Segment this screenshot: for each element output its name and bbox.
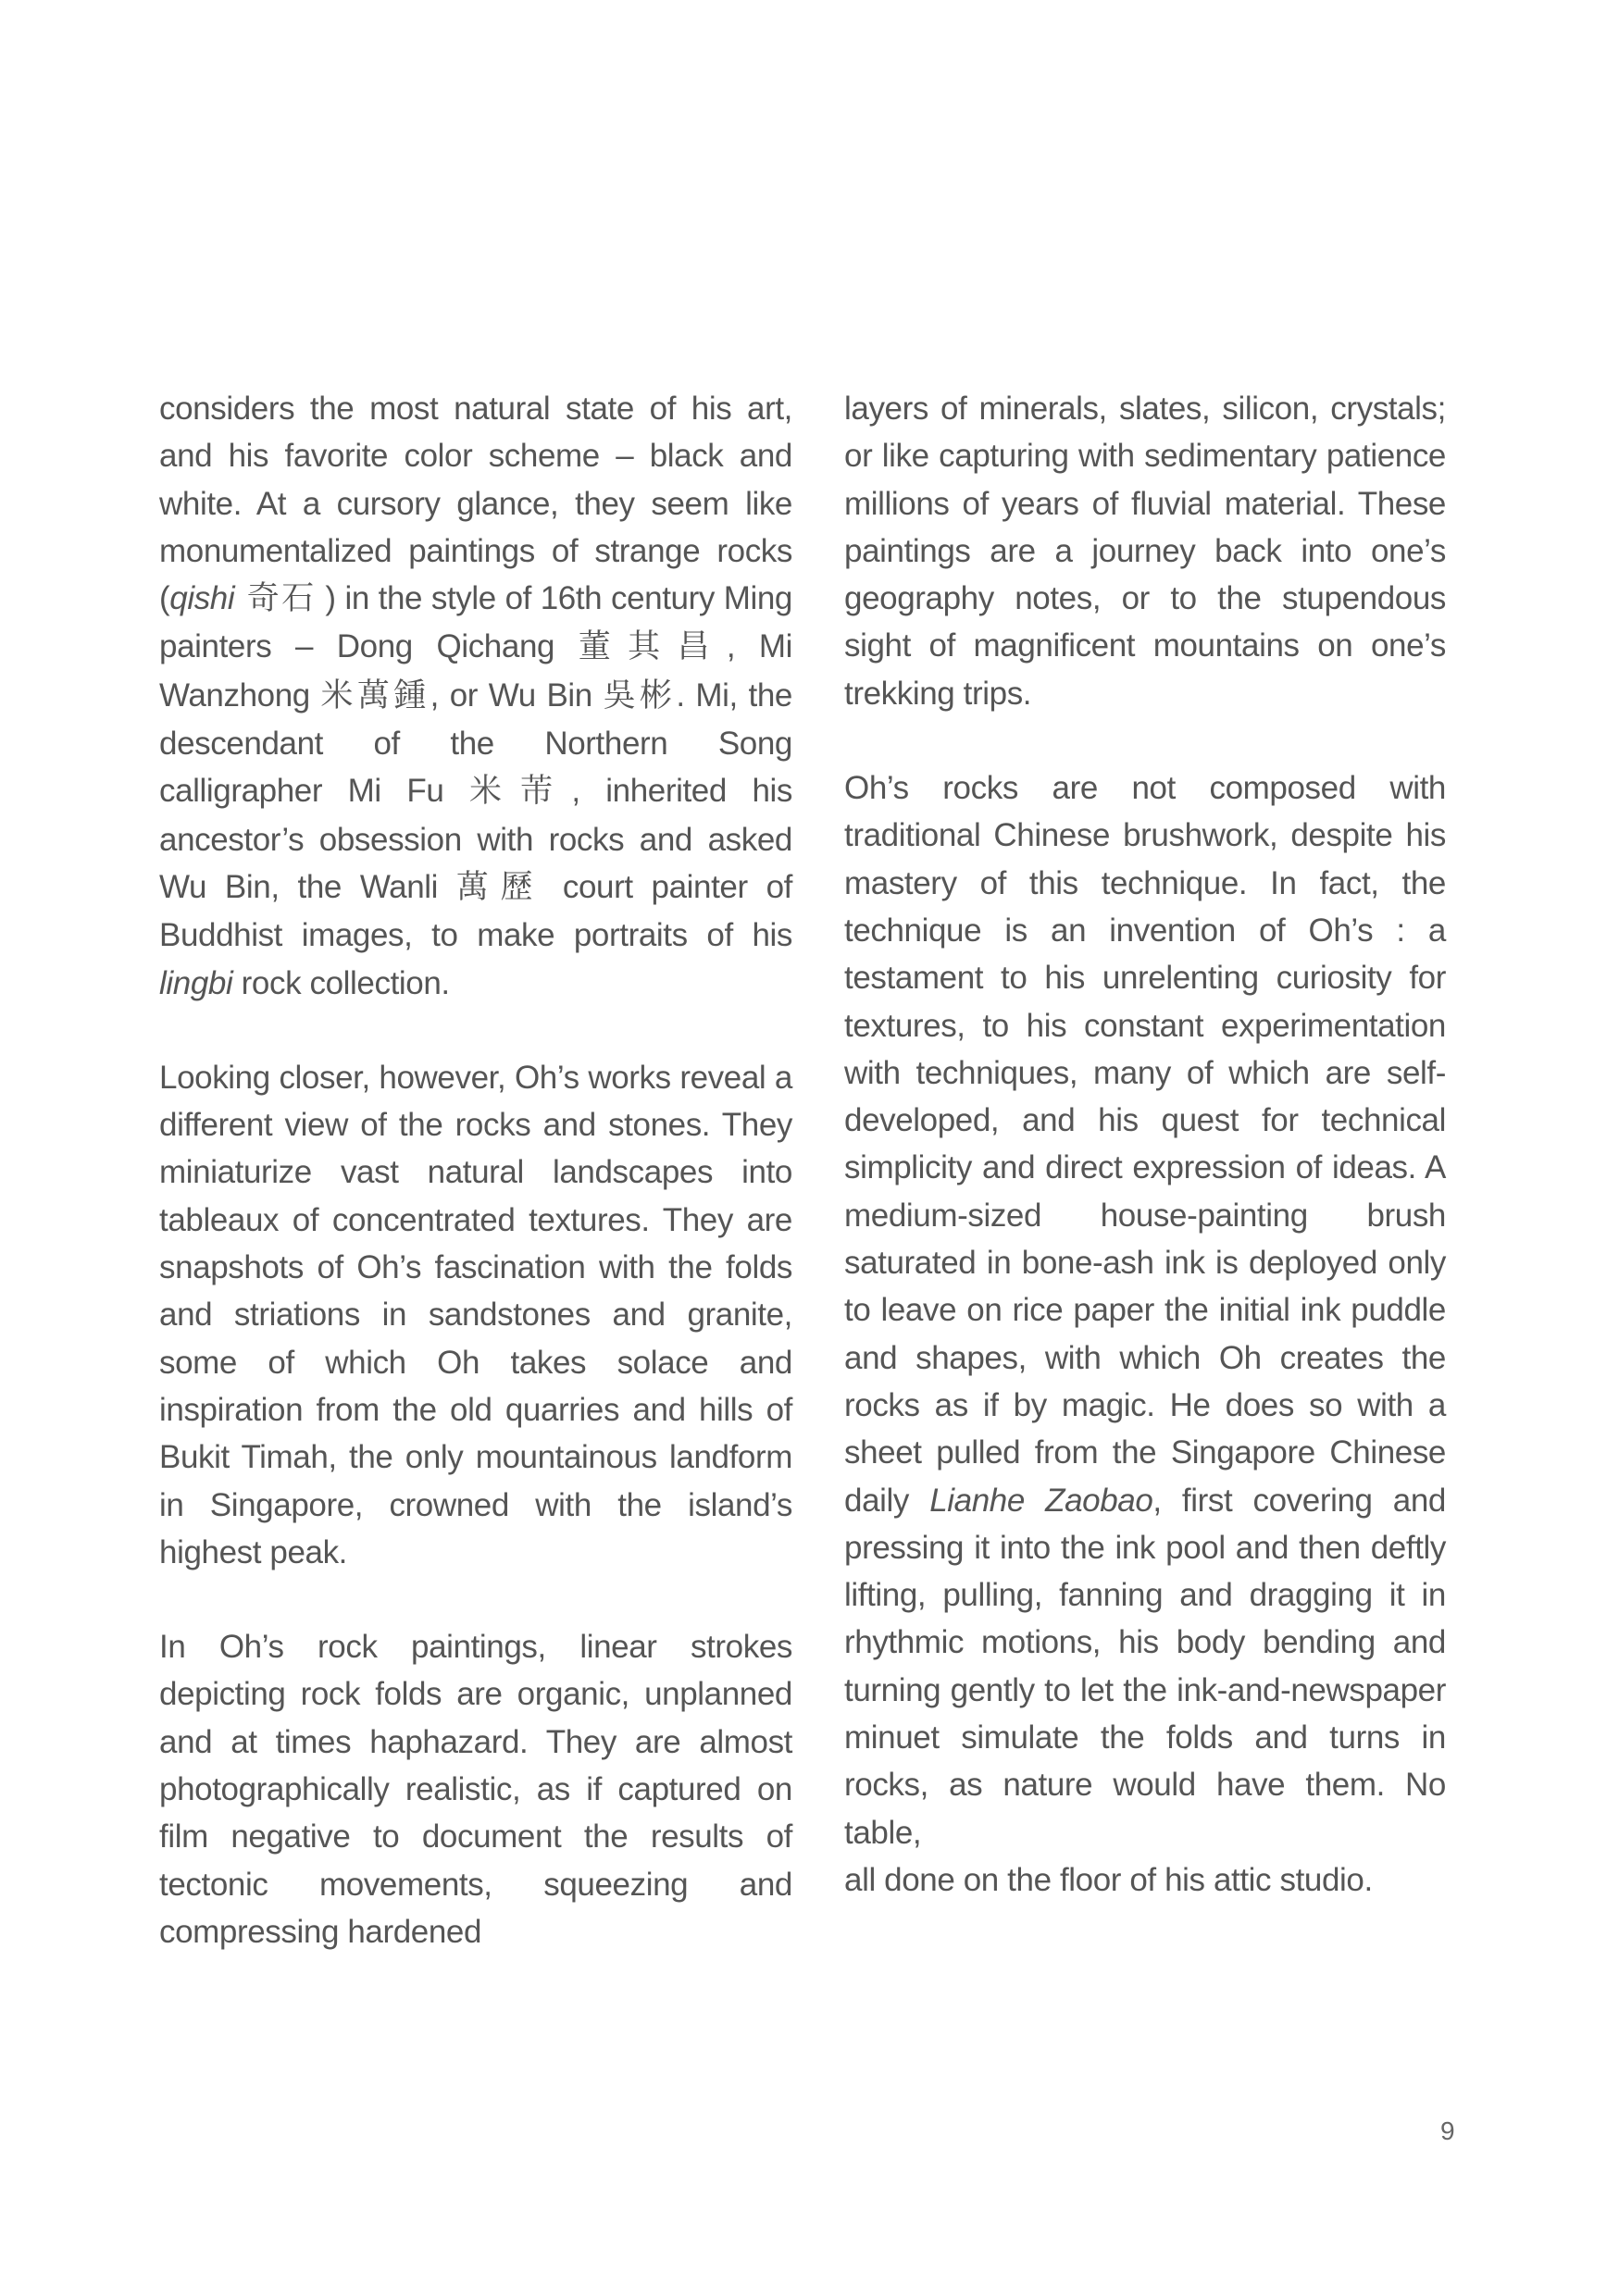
paragraph-technique xyxy=(844,764,1446,1904)
italic-term-lingbi: lingbi xyxy=(159,964,233,1001)
cjk-wu-bin: 吳彬 xyxy=(603,676,677,714)
paragraph-linear-strokes: In Oh’s rock paintings, linear strokes depicting rock folds are organic, unplanned and at times haphazard. They are almost photographically realistic, as if captured on film negative to document the results of tectonic movements, squeezing and compressing hardened xyxy=(159,1629,792,1950)
text-span: . Mi, the descendant of the Northern Song calligrapher Mi Fu xyxy=(159,676,792,810)
right-column xyxy=(844,385,1446,1951)
paragraph-layers-of-minerals: layers of minerals, slates, silicon, crystals; or like capturing with sedimentary patience millions of years of fluvial material. These paintings are a journey back into one’s geography notes, or to the stupendous sight of magnificent mountains on one’s trekking trips. xyxy=(844,391,1446,712)
text-span-last-line: all done on the floor of his attic studio. xyxy=(844,1861,1373,1898)
text-span: ) in the style of 16th century Ming painters – Dong Qichang xyxy=(159,580,792,665)
cjk-mi-wanzhong: 米萬鍾 xyxy=(320,676,430,714)
cjk-dong-qichang: 董其昌 xyxy=(578,628,727,666)
cjk-wanli: 萬歷 xyxy=(455,868,544,906)
text-span: court painter of Buddhist images, to make portraits of his xyxy=(159,868,792,954)
text-span: , Mi Wanzhong xyxy=(159,628,793,714)
cjk-mi-fu: 米芾 xyxy=(468,773,572,811)
text-span: , inherited his ancestor’s obsession with rocks and asked Wu Bin, the Wanli xyxy=(159,773,792,905)
italic-term-lianhe-zaobao: Lianhe Zaobao xyxy=(929,1482,1153,1519)
cjk-qishi: 奇石 xyxy=(234,580,317,618)
left-column xyxy=(159,385,792,2003)
italic-term-qishi: qishi xyxy=(169,580,235,617)
text-span: , or Wu Bin xyxy=(430,676,604,714)
text-span: rock collection. xyxy=(232,964,450,1001)
paragraph-looking-closer: Looking closer, however, Oh’s works reveal a different view of the rocks and stones. They miniaturize vast natural landscapes into tableaux of concentrated textures. They are snapshots of Oh’s fascination with the folds and striations in sandstones and granite, some of which Oh takes solace and inspiration from the old quarries and hills of Bukit Timah, the only mountainous landform in Singapore, crowned with the island’s highest peak. xyxy=(159,1059,792,1570)
text-span: Oh’s rocks are not composed with traditional Chinese brushwork, despite his mastery of this technique. In fact, the technique is an invention of Oh’s : a testament to his unrelenting curiosity for textures, to his constant experimentation with techniques, many of which are self-developed, and his quest for technical simplicity and direct expression of ideas. A medium-sized house-painting brush saturated in bone-ash ink is deployed only to leave on rice paper the initial ink puddle and shapes, with which Oh creates the rocks as if by magic. He does so with a sheet pulled from the Singapore Chinese daily xyxy=(844,770,1446,1519)
paragraph-rock-tradition xyxy=(159,385,792,1007)
text-span: considers the most natural state of his art, and his favorite color scheme – black and white. At a cursory glance, they seem like monumentalized paintings of strange rocks ( xyxy=(159,391,792,617)
page-number: 9 xyxy=(1440,2116,1455,2145)
text-span: , first covering and pressing it into the ink pool and then deftly lifting, pulling, fanning and dragging it in rhythmic motions, his body bending and turning gently to let the ink-and-newspaper minuet simulate the folds and turns in rocks, as nature would have them. No table, xyxy=(844,1482,1446,1851)
